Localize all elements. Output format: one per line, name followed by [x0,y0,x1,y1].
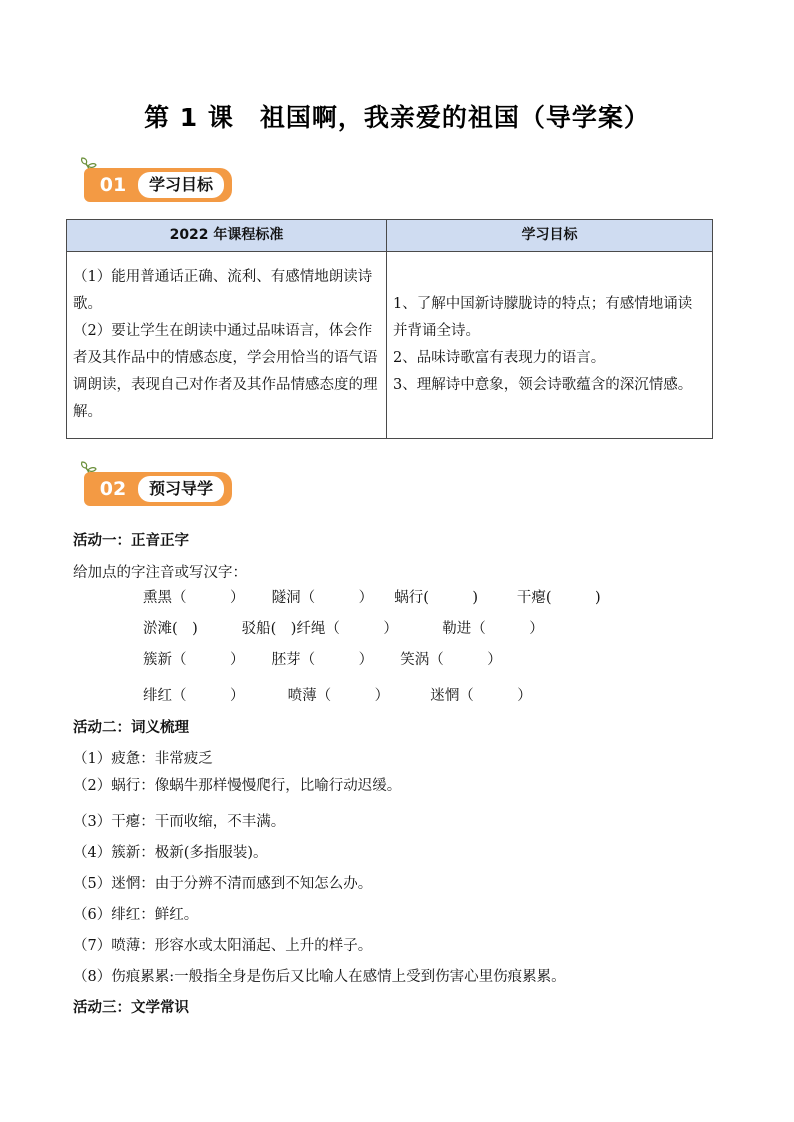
word-row [143,684,532,705]
activity1-heading: 活动一：正音正字 [73,533,189,549]
word-row [143,648,502,669]
section-label: 预习导学 [138,476,224,502]
goals-cell [387,252,713,439]
section-number: 01 [84,168,142,202]
section-badge-preview [80,460,236,508]
word-item: 勒进（ ） [442,621,544,637]
word-item: 隧洞（ ） [271,590,374,606]
section-number: 02 [84,472,142,506]
goal-item: 3、理解诗中意象，领会诗歌蕴含的深沉情感。 [393,377,693,393]
word-item: 胚芽（ ） [271,652,374,668]
goal-item: 1、了解中国新诗朦胧诗的特点；有感情地诵读并背诵全诗。 [393,296,693,339]
table-header-goals: 学习目标 [387,220,713,252]
activity1-instruction: 给加点的字注音或写汉字： [73,565,247,581]
standard-item: （2）要让学生在朗读中通过品味语言，体会作者及其作品中的情感态度，学会用恰当的语气语调朗读，表现自己对作者及其作品情感态度的理解。 [73,323,378,420]
section-badge-goals [80,156,236,204]
definition-item: （3）干瘪：干而收缩，不丰满。 [73,814,286,830]
goal-item: 2、品味诗歌富有表现力的语言。 [393,350,606,366]
definition-item: （2）蜗行：像蜗牛那样慢慢爬行，比喻行动迟缓。 [73,778,402,794]
word-row [143,586,601,607]
word-item: 迷惘（ ） [430,688,532,704]
word-item: 淤滩( ) [143,621,198,637]
word-item: 绯红（ ） [143,688,245,704]
word-item: 熏黑（ ） [143,590,245,606]
word-item: 簇新（ ） [143,652,245,668]
definition-item: （8）伤痕累累:一般指全身是伤后又比喻人在感情上受到伤害心里伤痕累累。 [73,969,566,985]
definition-item: （6）绯红：鲜红。 [73,907,199,923]
word-item: 喷薄（ ） [287,688,390,704]
definition-item: （1）疲惫：非常疲乏 [73,751,213,767]
standard-cell [67,252,387,439]
word-item: 笑涡（ ） [400,652,502,668]
definition-item: （5）迷惘：由于分辨不清而感到不知怎么办。 [73,876,373,892]
goals-table [66,219,713,439]
word-item: 干瘪( ) [516,590,601,606]
word-item: 驳船( )纤绳（ ） [241,621,398,637]
activity2-heading: 活动二：词义梳理 [73,720,189,736]
definition-item: （7）喷薄：形容水或太阳涌起、上升的样子。 [73,938,373,954]
activity3-heading: 活动三：文学常识 [73,1000,189,1016]
definition-item: （4）簇新：极新(多指服装)。 [73,845,268,861]
standard-item: （1）能用普通话正确、流利、有感情地朗读诗歌。 [73,269,373,312]
table-header-standard: 2022 年课程标准 [67,220,387,252]
page-title: 第 1 课 祖国啊，我亲爱的祖国（导学案） [144,103,650,132]
word-item: 蜗行( ) [394,590,479,606]
section-label: 学习目标 [138,172,224,198]
word-row [143,617,544,638]
